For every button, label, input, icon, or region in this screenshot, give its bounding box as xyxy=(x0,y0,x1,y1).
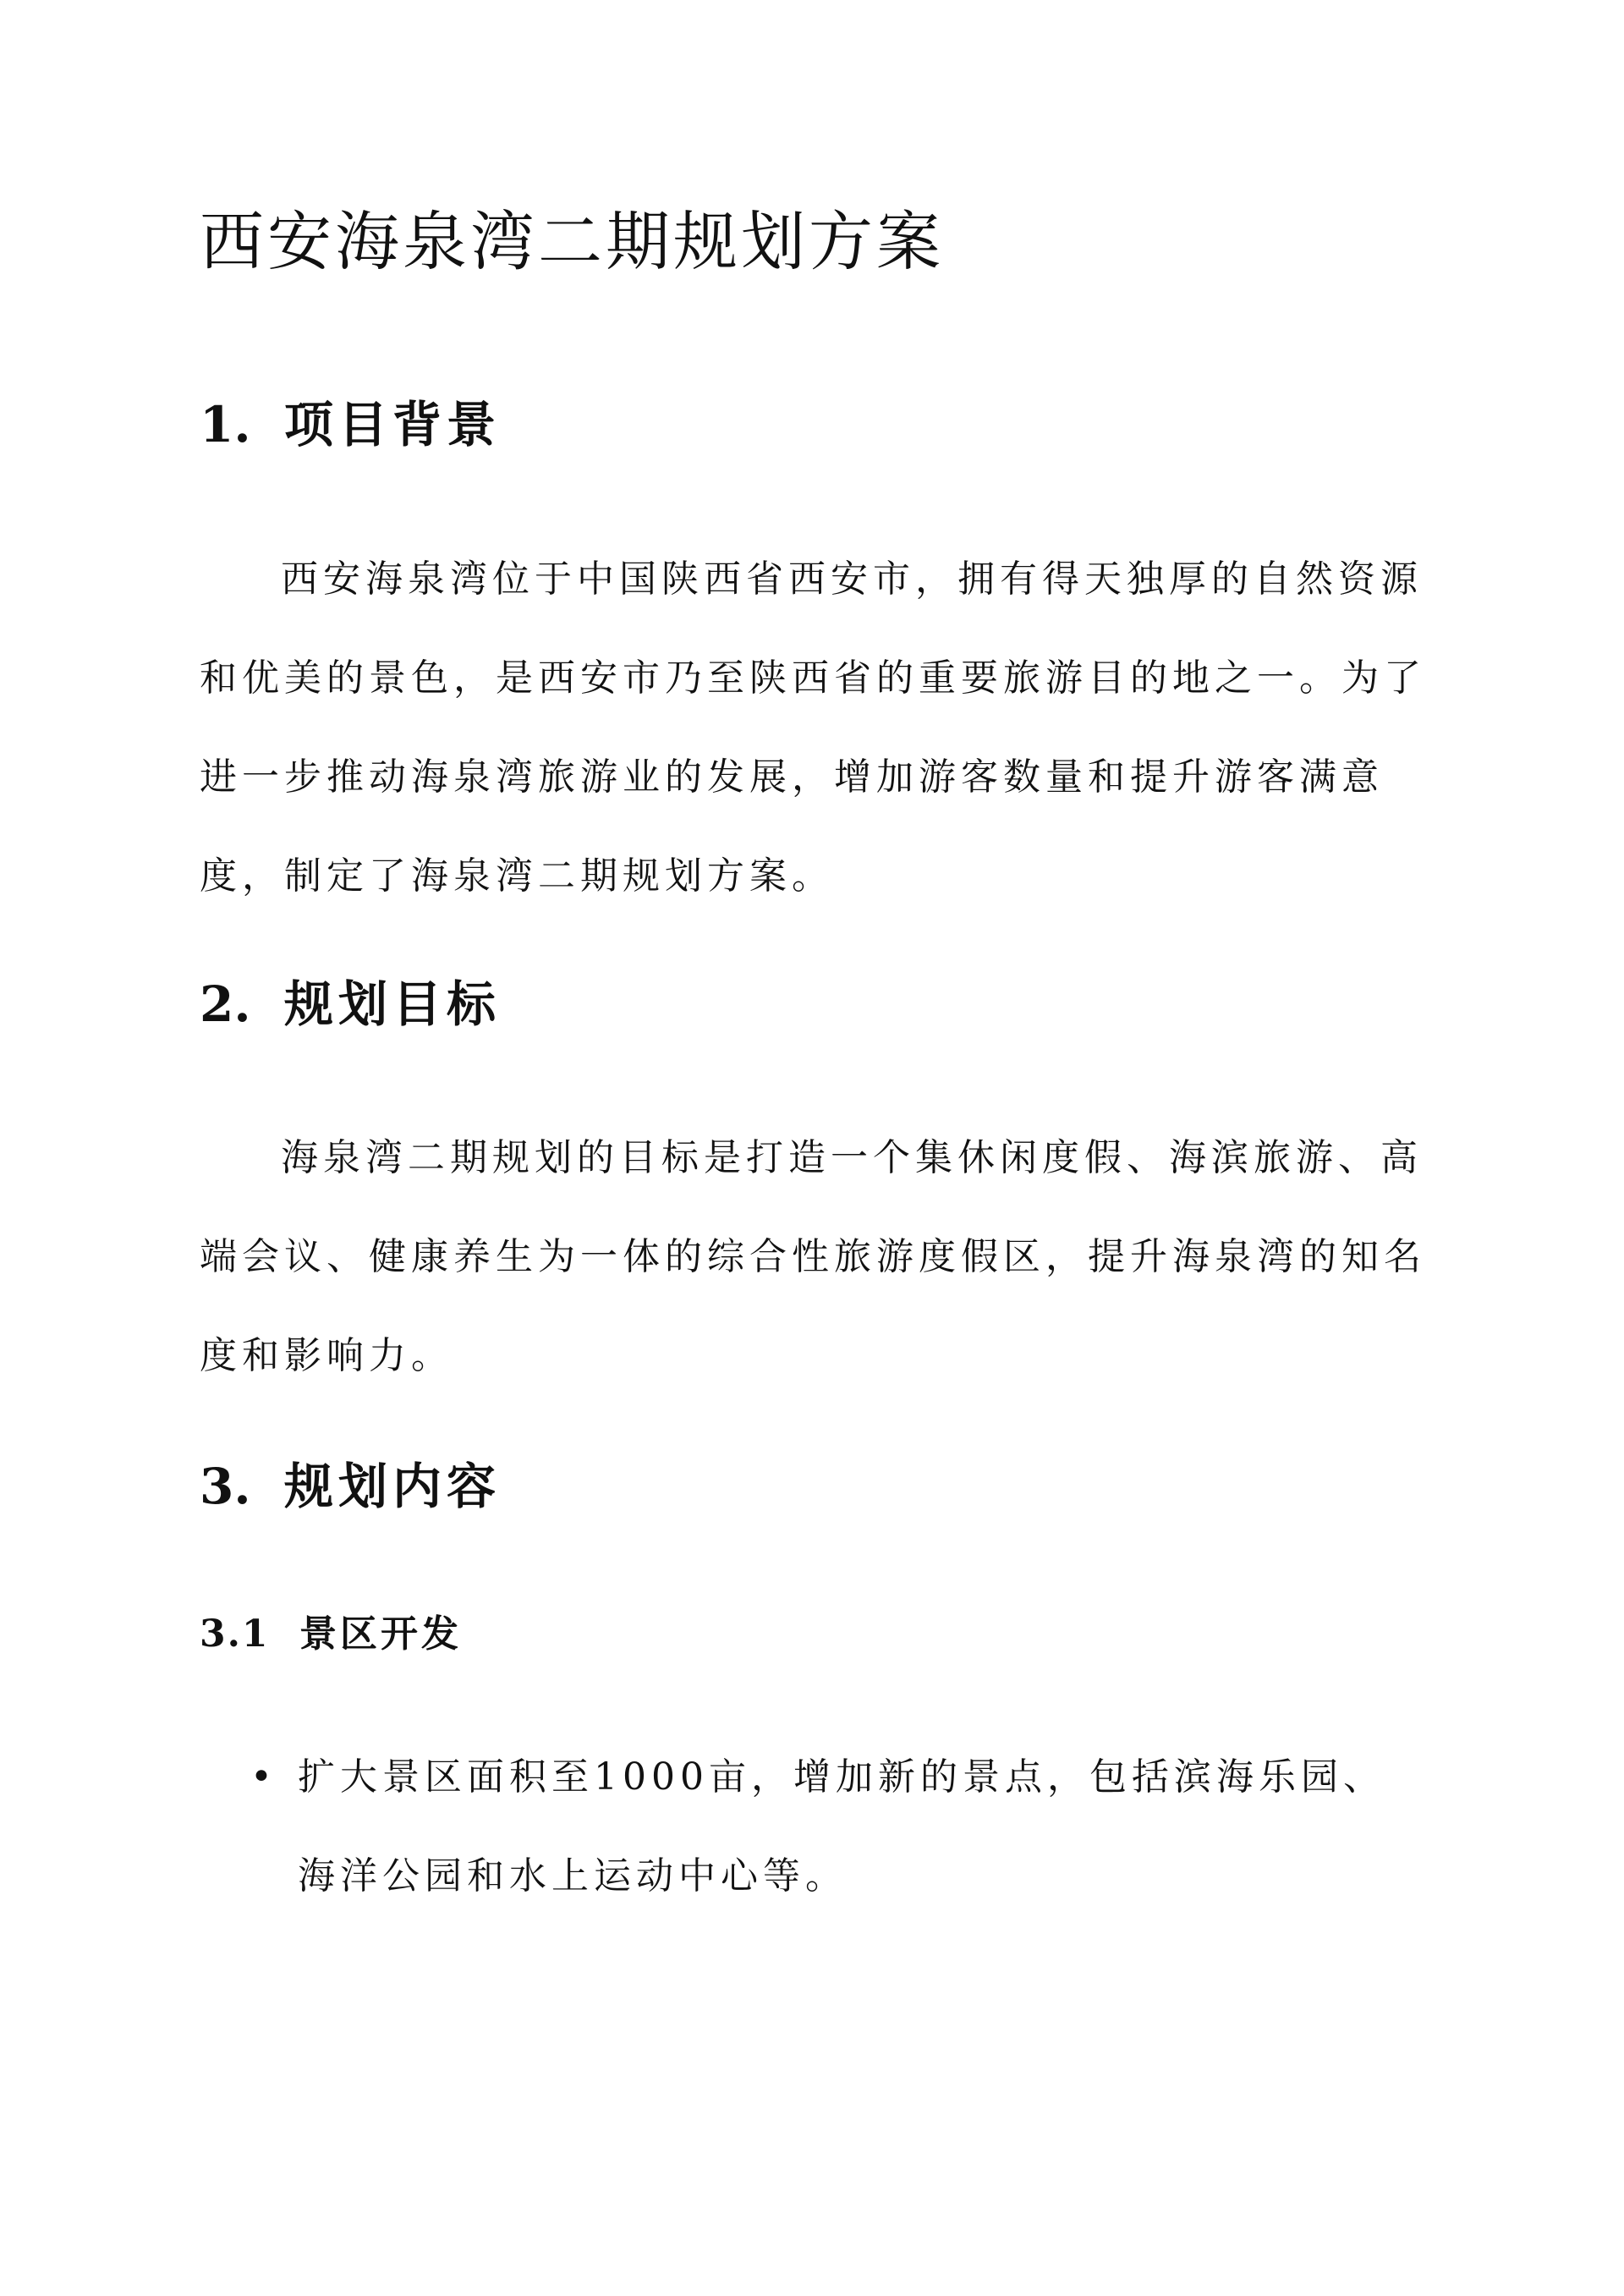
section-number: 2. xyxy=(200,975,251,1033)
list-item-text: 扩大景区面积至1000亩，增加新的景点，包括滨海乐园、海洋公园和水上运动中心等。 xyxy=(298,1755,1385,1898)
subsection-title: 景区开发 xyxy=(299,1612,462,1656)
subsection-number: 3.1 xyxy=(200,1612,270,1656)
list-item xyxy=(200,1727,1426,1925)
bullet-icon: • xyxy=(250,1755,272,1799)
section-number: 3. xyxy=(200,1458,251,1515)
section-title: 项目背景 xyxy=(284,396,502,453)
scenic-development-bullet-list xyxy=(200,1727,1426,1925)
planning-goals-paragraph: 海泉湾二期规划的目标是打造一个集休闲度假、海滨旅游、高端会议、健康养生为一体的综合性旅游度假区，提升海泉湾的知名度和影响力。 xyxy=(200,1136,1426,1377)
section-title: 规划目标 xyxy=(284,975,502,1033)
section-heading-project-background xyxy=(200,396,501,455)
section-heading-planning-goals xyxy=(200,975,501,1035)
section-heading-planning-content xyxy=(200,1458,501,1517)
section-number: 1. xyxy=(200,396,251,453)
document-title: 西安海泉湾二期规划方案 xyxy=(200,204,944,279)
section-title: 规划内容 xyxy=(284,1458,502,1515)
project-background-paragraph: 西安海泉湾位于中国陕西省西安市，拥有得天独厚的自然资源和优美的景色，是西安市乃至陕西省的重要旅游目的地之一。为了进一步推动海泉湾旅游业的发展，增加游客数量和提升游客满意度，制定了海泉湾二期规划方案。 xyxy=(200,558,1426,898)
subsection-heading-scenic-development xyxy=(200,1612,462,1657)
